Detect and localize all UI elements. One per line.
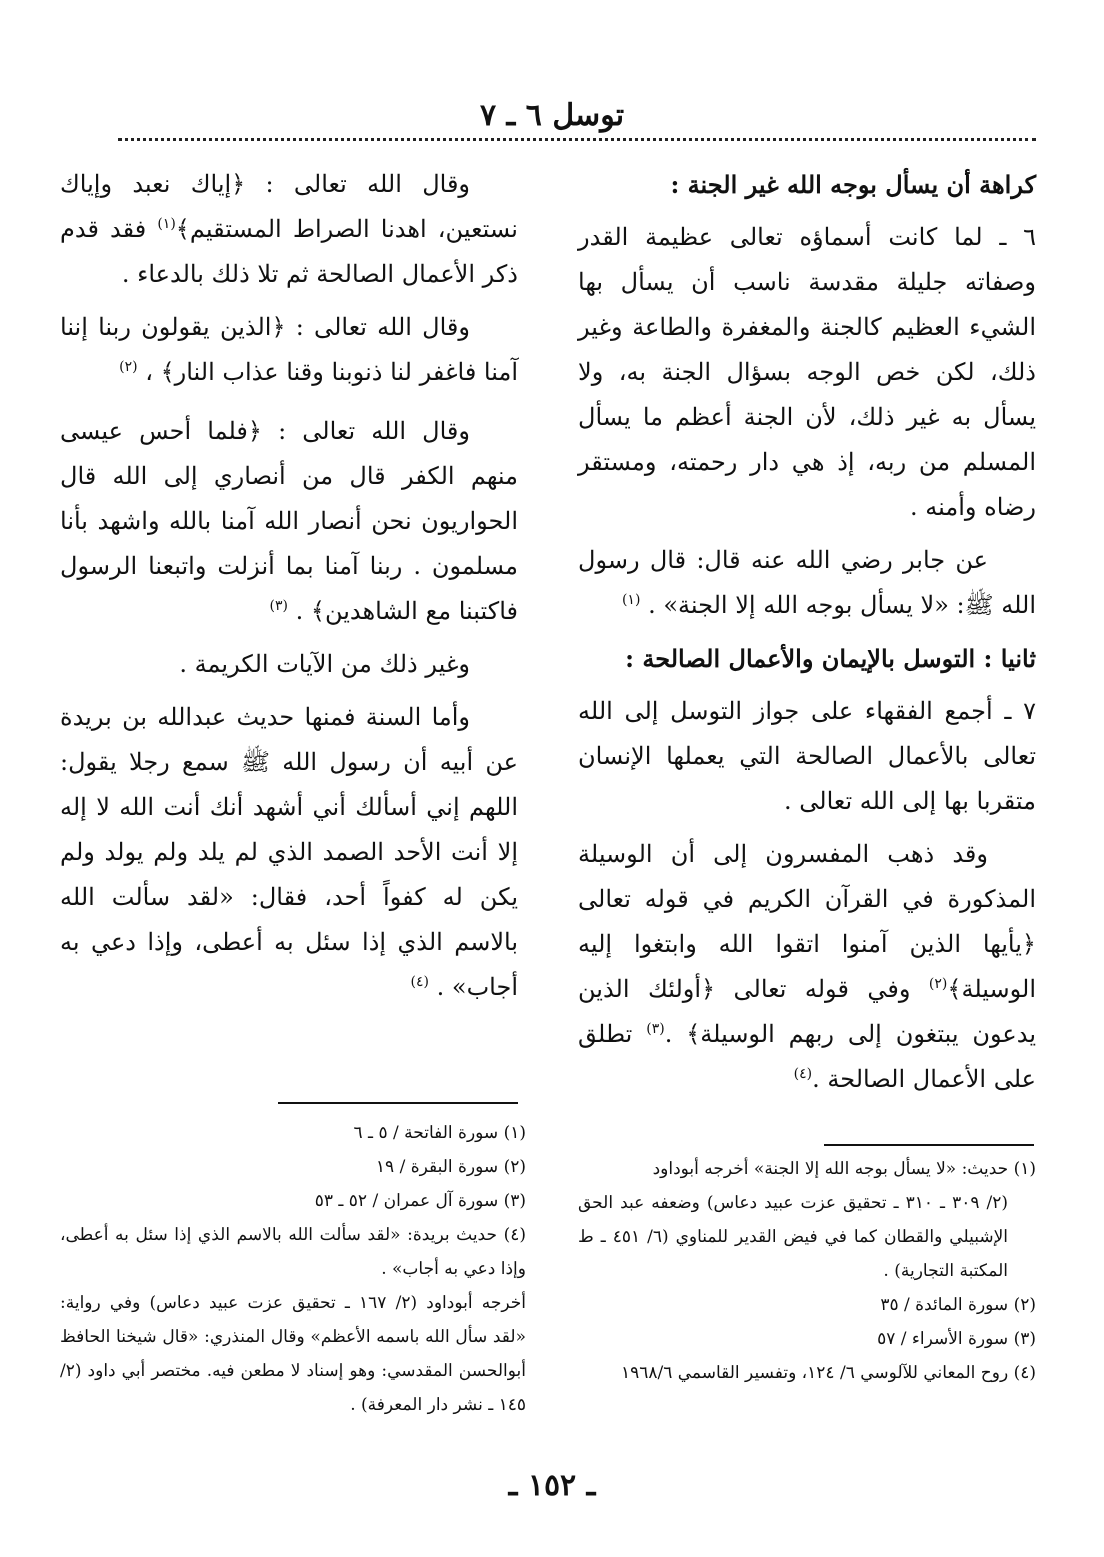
hadith-jabir-text: عن جابر رضي الله عنه قال: قال رسول الله ﷺ: «لا يسأل بوجه الله إلا الجنة» .	[578, 546, 1036, 619]
footnote-right-4: (٤) روح المعاني للآلوسي ٦/ ١٢٤، وتفسير القاسمي ١٩٦٨/٦	[620, 1363, 1036, 1383]
footnotes-right	[578, 1152, 1036, 1390]
footnote-right-1-cont: (٢/ ٣٠٩ ـ ٣١٠ ـ تحقيق عزت عبيد دعاس) وضعفه عبد الحق الإشبيلي والقطان كما في فيض القدير للمناوي (٦/ ٤٥١ ـ ط المكتبة التجارية) .	[578, 1193, 1008, 1281]
footnote-left-4: (٤) حديث بريدة: «لقد سألت الله بالاسم الذي إذا سئل به أعطى، وإذا دعي به أجاب» .	[60, 1225, 526, 1279]
footnote-rule-left	[278, 1102, 518, 1104]
footnote-ref: (٣)	[646, 1021, 665, 1037]
page-number: ـ ١٥٢ ـ	[508, 1468, 596, 1503]
paragraph-6: ٦ ـ لما كانت أسماؤه تعالى عظيمة القدر وصفاته جليلة مقدسة ناسب أن يسأل بها الشيء العظيم كالجنة والمغفرة والطاعة وغير ذلك، لكن خص الوجه بسؤال الجنة به، ولا يسأل به غير ذلك، لأن الجنة أعظم ما يسأل المسلم من ربه، إذ هي دار رحمته، ومستقر رضاه وأمنه .	[578, 223, 1036, 521]
footnote-left-4-cont: أخرجه أبوداود (٢/ ١٦٧ ـ تحقيق عزت عبيد دعاس) وفي رواية: «لقد سأل الله باسمه الأعظم» وقال المنذري: «قال شيخنا الحافظ أبوالحسن المقدسي: وهو إسناد لا مطعن فيه. مختصر أبي داود (٢/ ١٤٥ ـ نشر دار المعرفة) .	[60, 1293, 526, 1415]
paragraph-8	[578, 832, 1036, 1102]
paragraph-8-part-b: وفي قوله تعالى ﴿أولئك الذين يدعون يبتغون إلى ربهم الوسيلة﴾ .	[578, 975, 1036, 1048]
footnote-ref: (٢)	[928, 976, 948, 992]
footnote-ref: (٤)	[410, 974, 429, 990]
left-paragraph-3	[60, 409, 518, 634]
footnote-ref: (١)	[157, 216, 176, 232]
left-paragraph-1	[60, 162, 518, 297]
section-heading-tawassul: ثانيا : التوسل بالإيمان والأعمال الصالحة :	[625, 644, 1036, 673]
footnote-left-1: (١) سورة الفاتحة / ٥ ـ ٦	[353, 1123, 526, 1143]
footnote-ref: (٣)	[269, 598, 288, 614]
left-paragraph-5	[60, 695, 518, 1010]
footnote-ref: (٢)	[119, 359, 138, 375]
paragraph-7: ٧ ـ أجمع الفقهاء على جواز التوسل إلى الله تعالى بالأعمال الصالحة التي يعملها الإنسان متقربا بها إلى الله تعالى .	[578, 697, 1036, 815]
hadith-jabir	[578, 538, 1036, 628]
left-paragraph-2-a: وقال الله تعالى : ﴿الذين يقولون ربنا إننا آمنا فاغفر لنا ذنوبنا وقنا عذاب النار﴾ ،	[60, 313, 518, 386]
paragraph-8-part-c: تطلق على الأعمال الصالحة .	[578, 1020, 1036, 1093]
left-paragraph-1-b: فقد قدم ذكر الأعمال الصالحة ثم تلا ذلك بالدعاء .	[60, 215, 518, 288]
section-heading-karaha: كراهة أن يسأل بوجه الله غير الجنة :	[670, 170, 1036, 199]
footnote-left-3: (٣) سورة آل عمران / ٥٢ ـ ٥٣	[314, 1191, 526, 1211]
right-column	[578, 162, 1036, 1110]
header-dotted-rule	[118, 138, 1036, 141]
left-paragraph-4: وغير ذلك من الآيات الكريمة .	[179, 650, 470, 678]
footnotes-left	[60, 1116, 526, 1422]
footnote-ref: (٤)	[793, 1066, 813, 1082]
footnote-right-2: (٢) سورة المائدة / ٣٥	[880, 1295, 1036, 1315]
footnote-rule-right	[824, 1144, 1034, 1146]
left-paragraph-3-a: وقال الله تعالى : ﴿فلما أحس عيسى منهم الكفر قال من أنصاري إلى الله قال الحواريون نحن أنصار الله آمنا بالله واشهد بأنا مسلمون . ربنا آمنا بما أنزلت واتبعنا الرسول فاكتبنا مع الشاهدين﴾ .	[60, 417, 518, 625]
left-paragraph-1-a: وقال الله تعالى : ﴿إياك نعبد وإياك نستعين، اهدنا الصراط المستقيم﴾	[60, 170, 518, 243]
footnote-right-1: (١) حديث: «لا يسأل بوجه الله إلا الجنة» أخرجه أبوداود	[652, 1159, 1036, 1179]
footnote-left-2: (٢) سورة البقرة / ١٩	[375, 1157, 526, 1177]
left-column	[60, 162, 518, 1018]
left-paragraph-2	[60, 305, 518, 395]
page-header-title: توسل ٦ ـ ٧	[479, 98, 625, 133]
footnote-right-3: (٣) سورة الأسراء / ٥٧	[877, 1329, 1036, 1349]
footnote-ref: (١)	[621, 592, 641, 608]
paragraph-8-part-a: وقد ذهب المفسرون إلى أن الوسيلة المذكورة في القرآن الكريم في قوله تعالى ﴿يأيها الذين آمنوا اتقوا الله وابتغوا إليه الوسيلة﴾	[578, 840, 1036, 1003]
left-paragraph-5-a: وأما السنة فمنها حديث عبدالله بن بريدة عن أبيه أن رسول الله ﷺ سمع رجلا يقول: اللهم إني أسألك أني أشهد أنك أنت الله لا إله إلا أنت الأحد الصمد الذي لم يلد ولم يولد ولم يكن له كفواً أحد، فقال: «لقد سألت الله بالاسم الذي إذا سئل به أعطى، وإذا دعي به أجاب» .	[60, 703, 518, 1001]
